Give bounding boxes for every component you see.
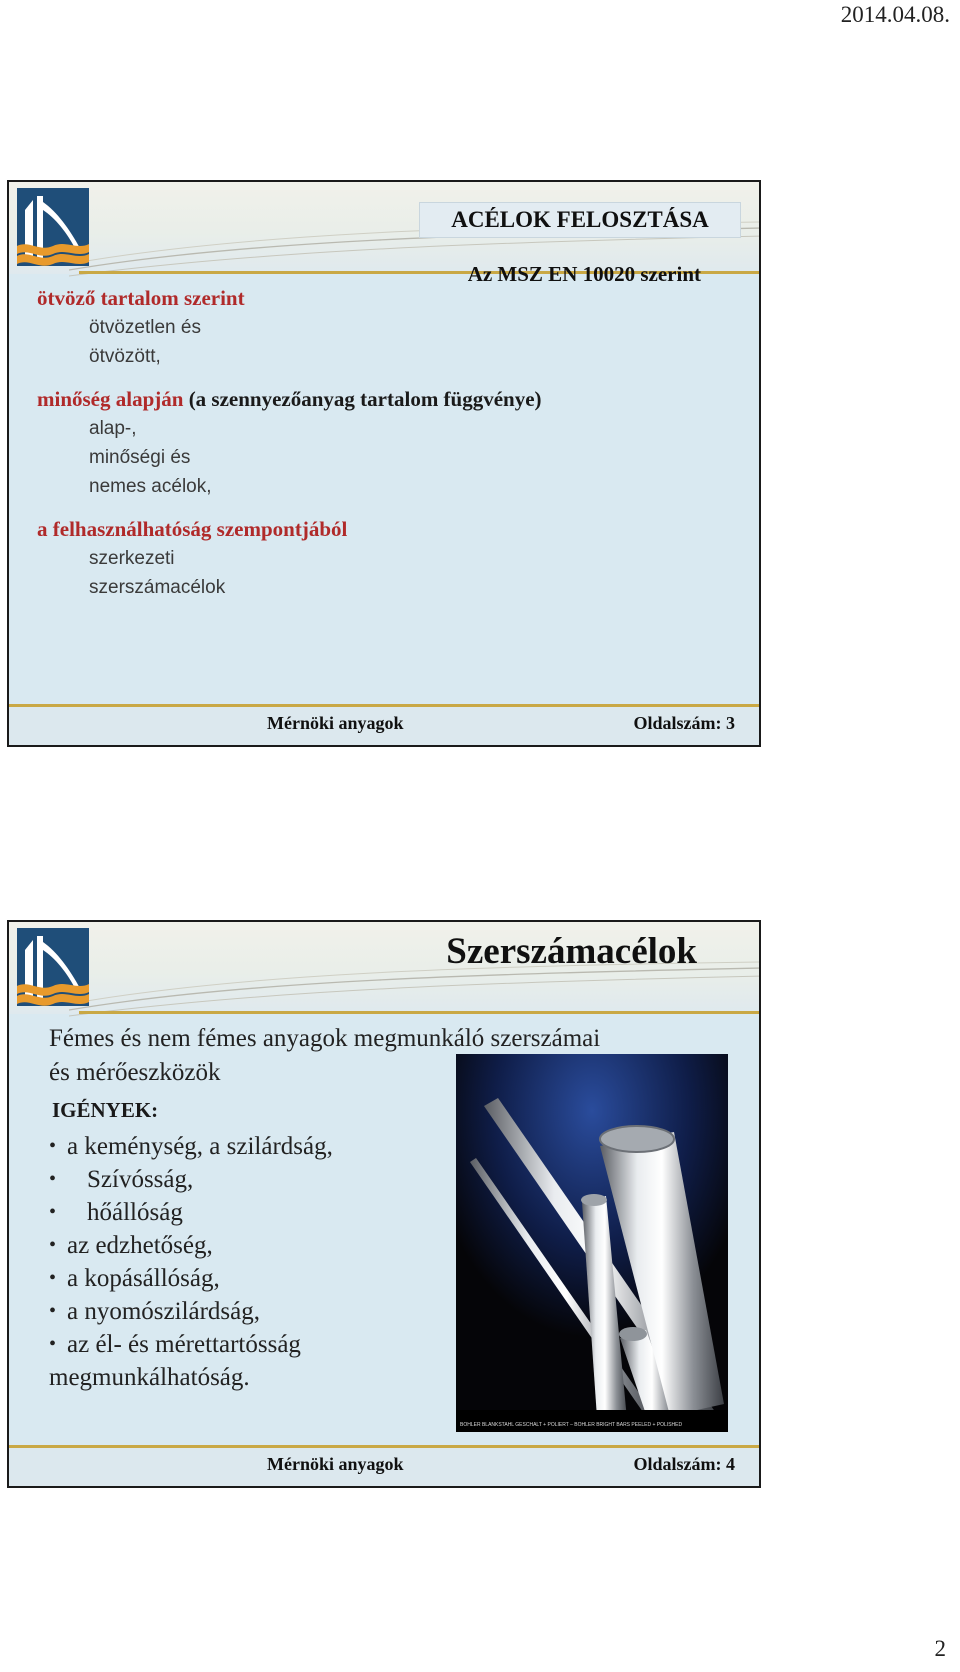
page-number: 2 [934,1636,946,1661]
list-item: minőségi és [89,447,191,468]
footer-page-number: Oldalszám: 4 [633,1454,735,1474]
slide-title: ACÉLOK FELOSZTÁSA [419,202,741,238]
section-heading-quality: minőség alapján (a szennyezőanyag tartalom függvénye) [37,387,542,411]
bullet-item: • az edzhetőség, [49,1232,213,1259]
slide-4 [7,920,761,1488]
section-heading-usage: a felhasználhatóság szempontjából [37,517,348,541]
steel-bars-photo [456,1054,728,1432]
list-item: ötvözetlen és [89,317,201,338]
section-heading-alloy: ötvöző tartalom szerint [37,286,245,310]
intro-line: Fémes és nem fémes anyagok megmunkáló szerszámai [49,1025,601,1052]
list-item: alap-, [89,418,137,439]
list-item: nemes acélok, [89,476,212,497]
bullet-item: • a keménység, a szilárdság, [49,1133,333,1160]
bullet-item: • a kopásállóság, [49,1265,220,1292]
steel-bars-illustration [456,1054,728,1432]
university-logo-icon [17,928,89,1006]
list-item: szerkezeti [89,548,175,569]
list-item: ötvözött, [89,346,161,367]
list-item: szerszámacélok [89,577,226,598]
header-rule [79,1011,759,1014]
footer-course: Mérnöki anyagok [267,1454,404,1474]
bullet-item: • az él- és mérettartósság [49,1331,301,1358]
slide-title: Szerszámacélok [446,931,697,972]
footer-page-number: Oldalszám: 3 [633,713,735,733]
page-date: 2014.04.08. [840,2,950,27]
slide-footer [9,704,759,745]
university-logo-icon [17,188,89,266]
footer-course: Mérnöki anyagok [267,713,404,733]
bullet-item: • hőállóság [49,1199,183,1226]
bullet-item: • Szívósság, [49,1166,194,1193]
intro-line: és mérőeszközök [49,1059,221,1086]
slide-subtitle: Az MSZ EN 10020 szerint [467,262,701,286]
slide-body [37,284,739,602]
slide-header [9,922,759,1014]
bullet-item: • a nyomószilárdság, [49,1298,261,1325]
photo-caption: BÖHLER BLANKSTAHL GESCHÄLT + POLIERT – BÖHLER BRIGHT BARS PEELED + POLISHED [460,1422,683,1428]
slide-header [9,182,759,274]
requirements-heading: IGÉNYEK: [52,1098,159,1122]
slide-footer [9,1445,759,1486]
bullet-continuation: megmunkálhatóság. [49,1364,250,1391]
slide-3 [7,180,761,747]
